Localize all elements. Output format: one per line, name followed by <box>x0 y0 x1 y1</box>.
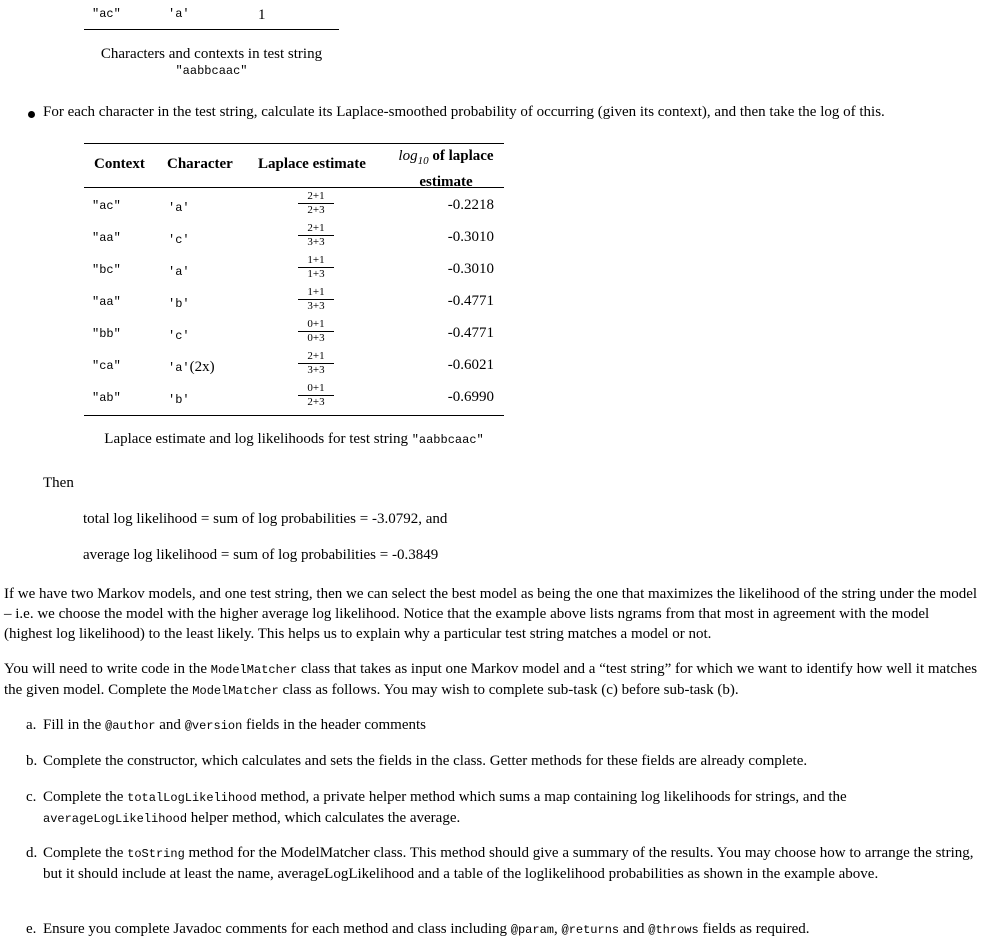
fraction-denominator: 2+3 <box>307 396 325 408</box>
code: @version <box>184 719 243 733</box>
code-class-name: ModelMatcher <box>210 663 298 677</box>
cell-character: 'a' <box>168 201 190 215</box>
item-letter: d. <box>26 845 38 861</box>
row-context: "ac" <box>92 7 121 21</box>
cell-character: 'c' <box>168 233 190 247</box>
table-caption <box>84 431 504 448</box>
cell-log: -0.4771 <box>447 325 494 341</box>
table-top-rule <box>84 143 504 144</box>
header-laplace: Laplace estimate <box>258 156 366 172</box>
header-character: Character <box>167 156 233 172</box>
code: @throws <box>648 923 699 937</box>
item-letter: b. <box>26 753 38 769</box>
fraction-denominator: 2+3 <box>307 204 325 216</box>
bullet-text: For each character in the test string, calculate its Laplace-smoothed probability of occurring (given its context), and then take the log of this. <box>43 104 885 120</box>
table-bottom-rule <box>84 29 339 30</box>
header-log-line2: estimate <box>419 174 473 190</box>
text: Fill in the <box>43 717 106 733</box>
table-row <box>84 221 504 253</box>
table-row <box>84 189 504 221</box>
text: helper method, which calculates the average. <box>187 810 461 826</box>
fraction-denominator: 3+3 <box>307 364 325 376</box>
table-row <box>84 317 504 349</box>
cell-log: -0.4771 <box>447 293 494 309</box>
caption-code: "aabbcaac" <box>175 64 248 78</box>
header-log <box>392 146 500 193</box>
code: @returns <box>561 923 620 937</box>
caption-text: Characters and contexts in test string <box>100 46 323 62</box>
cell-log: -0.6990 <box>447 389 494 405</box>
average-log-likelihood: average log likelihood = sum of log probabilities = -0.3849 <box>83 547 439 563</box>
fraction-numerator: 2+1 <box>298 222 334 236</box>
fraction-denominator: 0+3 <box>307 332 325 344</box>
paragraph-model-selection: If we have two Markov models, and one test string, then we can select the best model as being the one that maximizes the likelihood of the string under the model – i.e. we choose the model with the higher average log likelihood. Notice that the example above lists ngrams from that most in agreement with the model (highest log likelihood) to the least likely. This helps us to explain why a particular test string matches a model or not. <box>4 586 978 642</box>
cell-laplace <box>298 222 334 249</box>
cell-context: "ab" <box>92 391 121 405</box>
text: and <box>619 921 649 937</box>
item-letter: e. <box>26 921 37 937</box>
fraction-numerator: 2+1 <box>298 350 334 364</box>
code: @author <box>105 719 156 733</box>
item-letter: a. <box>26 717 37 733</box>
cell-character-suffix: (2x) <box>189 359 215 375</box>
cell-character: 'c' <box>168 329 190 343</box>
table-header-rule <box>84 187 504 188</box>
cell-laplace <box>298 254 334 281</box>
text: method, a private helper method which sums a map containing log likelihoods for strings, and the <box>256 789 847 805</box>
table-row <box>84 253 504 285</box>
text: You will need to write code in the <box>4 661 211 677</box>
then-text: Then <box>43 475 74 491</box>
cell-context: "bc" <box>92 263 121 277</box>
header-log-prefix: log <box>398 148 418 164</box>
cell-laplace <box>298 350 334 377</box>
cell-log: -0.3010 <box>447 229 494 245</box>
text: , <box>554 921 562 937</box>
row-character: 'a' <box>168 7 190 21</box>
fraction-denominator: 1+3 <box>307 268 325 280</box>
text: Complete the <box>43 845 128 861</box>
header-context: Context <box>94 156 145 172</box>
cell-laplace <box>298 382 334 409</box>
text: Ensure you complete Javadoc comments for each method and class including <box>43 921 511 937</box>
table-row <box>84 285 504 317</box>
cell-log: -0.6021 <box>447 357 494 373</box>
row-count: 1 <box>258 7 266 23</box>
cell-log: -0.2218 <box>447 197 494 213</box>
cell-laplace <box>298 318 334 345</box>
text: Complete the <box>43 789 128 805</box>
table-row <box>84 349 504 381</box>
cell-context: "ca" <box>92 359 121 373</box>
cell-context: "ac" <box>92 199 121 213</box>
text: Complete the constructor, which calculates and sets the fields in the class. Getter methods for these fields are already complete. <box>43 753 808 769</box>
total-log-likelihood: total log likelihood = sum of log probabilities = -3.0792, and <box>83 511 448 527</box>
cell-character: 'b' <box>168 393 190 407</box>
fraction-denominator: 3+3 <box>307 300 325 312</box>
fraction-numerator: 2+1 <box>298 190 334 204</box>
text: fields as required. <box>698 921 810 937</box>
fraction-numerator: 0+1 <box>298 318 334 332</box>
caption-text: Laplace estimate and log likelihoods for test string <box>104 431 412 447</box>
text: and <box>155 717 185 733</box>
cell-log: -0.3010 <box>447 261 494 277</box>
text: method for the ModelMatcher class. This method should give a summary of the results. You may choose how to arrange the string, but it should include at least the name, averageLogLikelihood and a table of the loglikelihood probabilities as shown in the example above. <box>43 845 974 882</box>
header-log-suffix: of laplace <box>428 148 494 164</box>
item-letter: c. <box>26 789 37 805</box>
fraction-denominator: 3+3 <box>307 236 325 248</box>
code: totalLogLikelihood <box>127 791 257 805</box>
cell-context: "aa" <box>92 295 121 309</box>
cell-laplace <box>298 286 334 313</box>
fraction-numerator: 0+1 <box>298 382 334 396</box>
header-log-sub: 10 <box>417 155 429 167</box>
cell-context: "aa" <box>92 231 121 245</box>
code: toString <box>127 847 185 861</box>
cell-character: 'a' <box>168 265 190 279</box>
paragraph-model-matcher <box>4 659 980 701</box>
caption-code: "aabbcaac" <box>411 433 484 447</box>
table-bottom-rule <box>84 415 504 416</box>
text: class that takes as input one Markov model and a “test string” for which we want to identify how well it matches the given model. Complete the <box>4 661 978 698</box>
fraction-numerator: 1+1 <box>298 286 334 300</box>
previous-table-last-row <box>92 7 338 27</box>
code: @param <box>510 923 554 937</box>
table-row <box>84 381 504 413</box>
fraction-numerator: 1+1 <box>298 254 334 268</box>
bullet-dot-icon <box>28 111 35 118</box>
cell-character: 'b' <box>168 297 190 311</box>
code-class-name: ModelMatcher <box>192 684 279 698</box>
cell-laplace <box>298 190 334 217</box>
cell-context: "bb" <box>92 327 121 341</box>
text: class as follows. You may wish to complete sub-task (c) before sub-task (b). <box>278 682 739 698</box>
code: averageLogLikelihood <box>43 812 188 826</box>
table-caption <box>84 46 339 80</box>
text: fields in the header comments <box>242 717 426 733</box>
cell-character: 'a' <box>168 361 190 375</box>
